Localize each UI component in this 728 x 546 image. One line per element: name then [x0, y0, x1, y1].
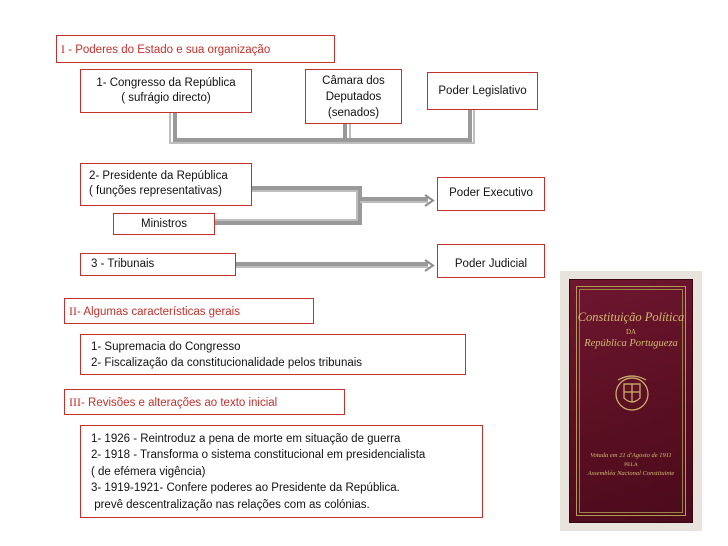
section3-item-1: 1- 1926 - Reintroduz a pena de morte em situação de guerra — [91, 433, 401, 445]
camara-line2: Deputados — [325, 91, 382, 103]
section1-number: I — [61, 42, 65, 56]
section3-number: III — [69, 395, 81, 409]
book-footer-line1: Votada em 21 d'Agosto de 1911 — [590, 452, 672, 459]
poder-legislativo-label: Poder Legislativo — [438, 85, 527, 97]
section3-item-3: ( de efémera vigência) — [91, 465, 206, 478]
ministros-label: Ministros — [140, 218, 187, 230]
tribunais-label: 3 - Tribunais — [91, 258, 155, 270]
constitution-book-cover — [560, 271, 702, 531]
presidente-line1: 2- Presidente da República — [89, 170, 228, 182]
poder-judicial-label: Poder Judicial — [454, 258, 528, 270]
section2-title-text: - Algumas características gerais — [77, 306, 240, 318]
camara-box — [305, 69, 402, 124]
book-footer-line3: Assembléa Nacional Constituinte — [587, 470, 675, 477]
camara-line1: Câmara dos — [322, 75, 385, 87]
ministros-box — [113, 213, 215, 235]
congresso-line1: 1- Congresso da República — [96, 77, 236, 89]
section1-title — [56, 35, 335, 63]
presidente-box — [80, 163, 252, 206]
book-title-line1: Constituição Política — [577, 310, 685, 324]
poder-legislativo-box — [427, 72, 538, 110]
camara-line3: (senados) — [327, 107, 380, 119]
section2-item-1: 1- Supremacia do Congresso — [91, 341, 241, 353]
section2-item-2: 2- Fiscalização da constitucionalidade pelos tribunais — [91, 357, 363, 369]
section2-number: II — [69, 304, 77, 318]
section1-title-text: - Poderes do Estado e sua organização — [65, 44, 271, 56]
book-title-line3: República Portugueza — [584, 338, 678, 349]
book-footer-line2: PELA — [624, 462, 638, 468]
section3-title — [64, 389, 345, 415]
book-cover-surface — [569, 279, 693, 523]
section3-list — [80, 425, 483, 518]
poder-executivo-label: Poder Executivo — [449, 187, 533, 199]
poder-judicial-box — [437, 244, 545, 278]
tribunais-box — [80, 253, 236, 276]
coat-of-arms-icon — [612, 370, 652, 416]
book-title-line2: DA — [625, 328, 637, 336]
section3-title-text: - Revisões e alterações ao texto inicial — [81, 397, 278, 409]
section3-item-5: prevê descentralização nas relações com as colónias. — [91, 498, 370, 511]
presidente-line2: ( funções representativas) — [89, 185, 222, 197]
congresso-line2: ( sufrágio directo) — [121, 92, 211, 104]
section3-item-4: 3- 1919-1921- Confere poderes ao Presidente da República. — [91, 482, 400, 495]
section2-list — [80, 334, 466, 375]
section2-title — [64, 298, 314, 324]
section3-item-2: 2- 1918 - Transforma o sistema constitucional em presidencialista — [91, 449, 426, 462]
poder-executivo-box — [437, 177, 545, 211]
congresso-box — [80, 69, 252, 113]
